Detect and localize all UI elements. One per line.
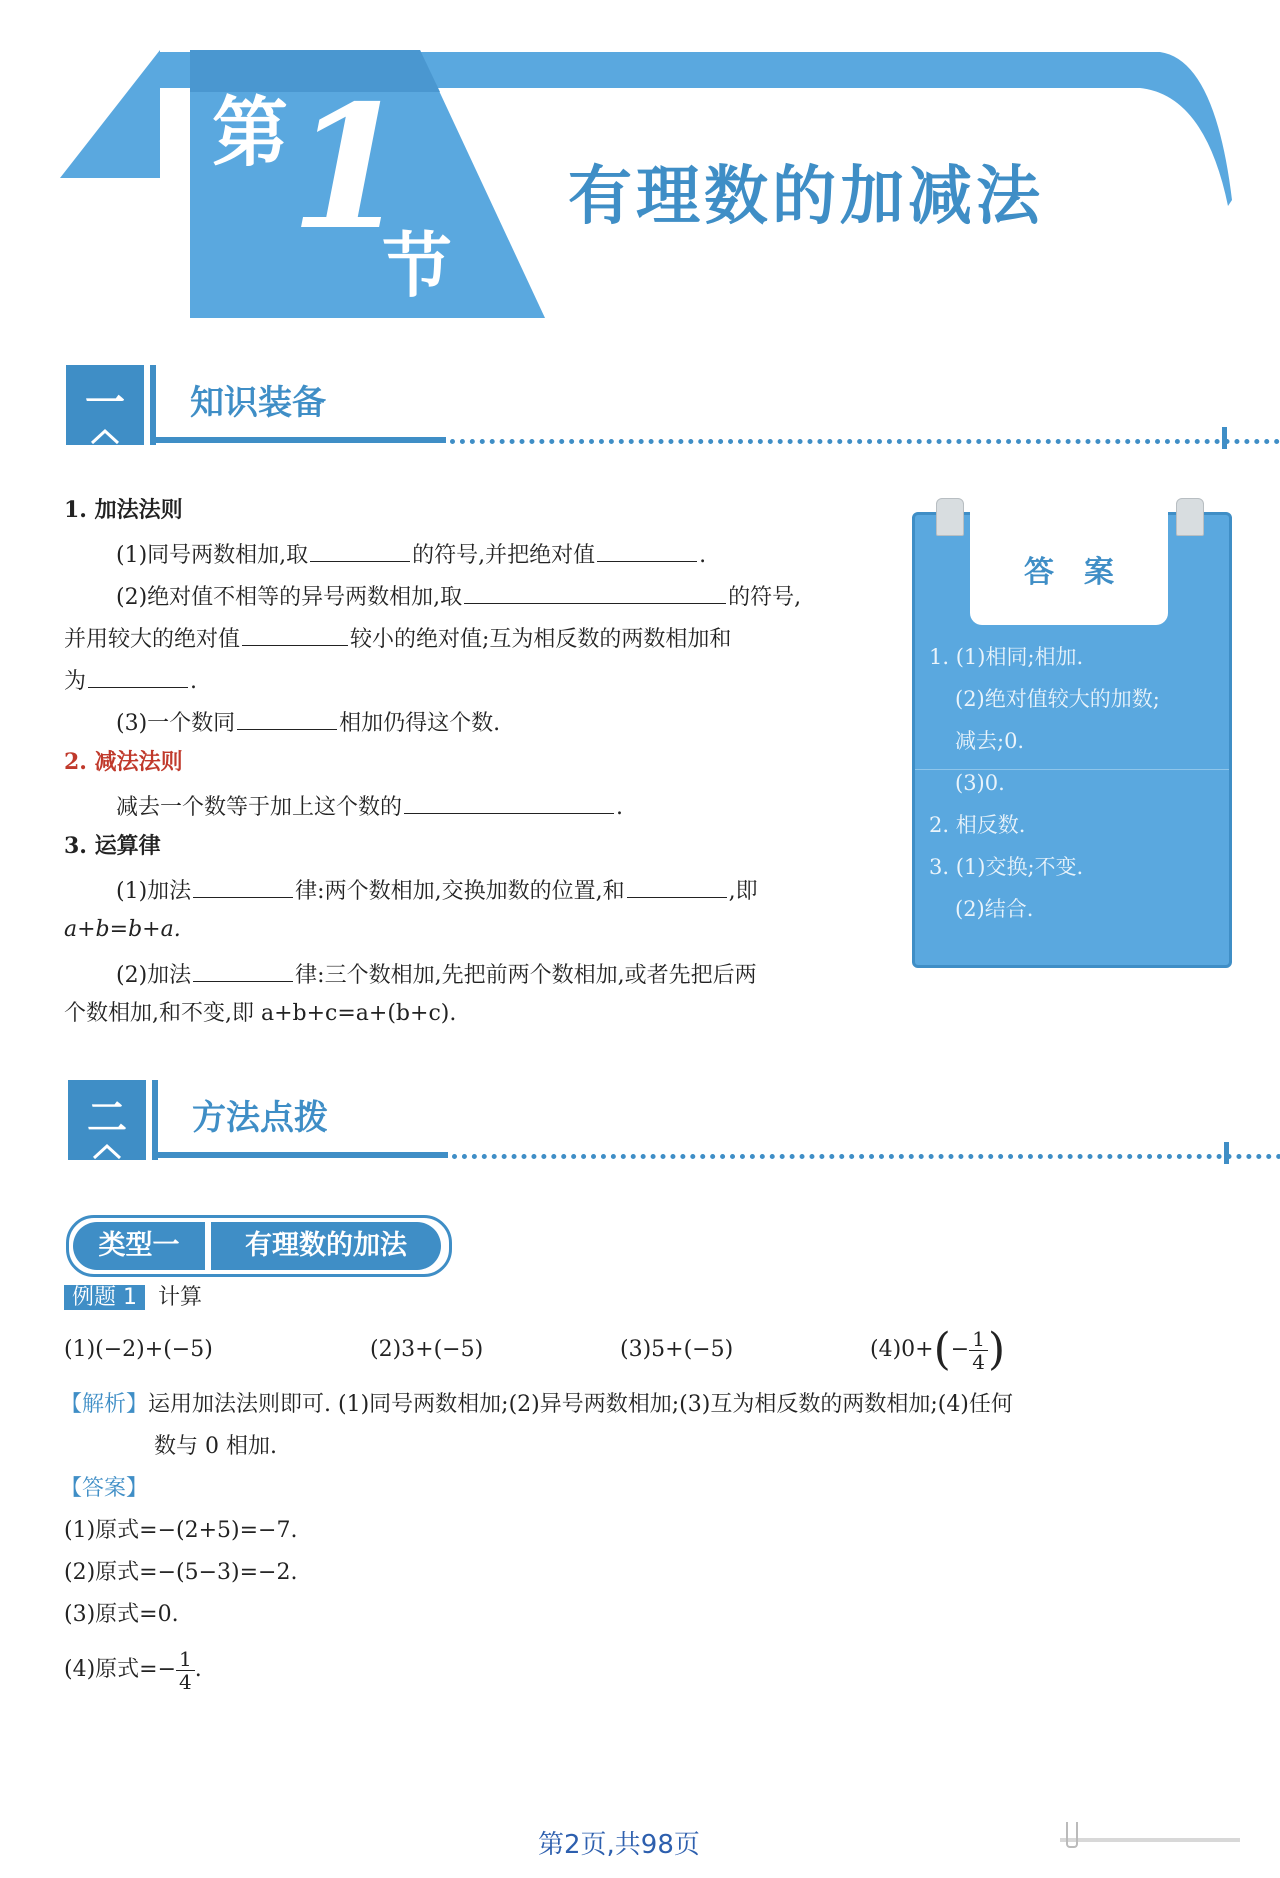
heading-subtraction-rule: 2. 减法法则 [64,749,183,775]
scroll-indicator [1060,1838,1240,1842]
clip-icon [1176,498,1204,536]
answer-4 [64,1640,202,1700]
line-text: 律:两个数相加,交换加数的位置,和 [295,879,625,904]
line-text: (1)加法 [116,879,192,904]
section-end-bar [1224,1142,1229,1164]
blank [237,705,337,730]
answer-2: (2)原式=−(5−3)=−2. [64,1560,298,1585]
line-text: (2)加法 [116,963,192,988]
answer-line: (2)绝对值较大的加数; [955,687,1160,711]
answer-line: 2. 相反数. [929,813,1026,837]
line-text: ,即 [728,879,758,904]
knowledge-line-9 [116,957,757,991]
answer-line: 1. (1)相同;相加. [929,645,1084,669]
line-text: 并用较大的绝对值 [64,627,241,652]
section-number-box [68,1080,146,1160]
knowledge-line-2 [116,579,801,613]
type-badge-right: 有理数的加法 [211,1222,441,1270]
blank [627,873,727,898]
line-text: 相加仍得这个数. [339,711,501,736]
type-badge [66,1215,452,1277]
clip-icon [936,498,964,536]
section-underline [152,1152,448,1158]
example-tag: 例题 1 [64,1285,145,1310]
blank [404,789,614,814]
paren-open: ( [933,1324,951,1375]
answer-line: 减去;0. [955,729,1025,753]
paren-close: ) [987,1324,1006,1375]
blank [242,621,348,646]
analysis-line-2: 数与 0 相加. [154,1434,277,1459]
line-text: . [616,795,624,820]
answer-card-title: 答 案 [1024,555,1114,590]
chapter-suffix: 节 [382,225,452,307]
section-end-bar [1222,427,1227,449]
line-text: . [699,543,707,568]
section-dotted-rule [450,439,1280,444]
chevron-up-icon [92,1142,122,1160]
blank [193,957,293,982]
section-divider [150,365,156,445]
line-text: 减去一个数等于加上这个数的 [116,795,403,820]
answer-line: (2)结合. [955,897,1034,921]
knowledge-line-5 [116,705,500,739]
heading-operation-laws: 3. 运算律 [64,833,161,859]
example-problem-4 [870,1320,1005,1380]
line-text: 的符号, [728,585,802,610]
example-problem-2: (2)3+(−5) [370,1337,484,1362]
answer-line: (3)0. [955,771,1005,795]
chapter-prefix: 第 [212,88,288,177]
example-problem-3: (3)5+(−5) [620,1337,734,1362]
section-header-knowledge [66,365,1226,455]
knowledge-line-6 [116,789,623,823]
knowledge-line-1 [116,537,706,571]
blank [310,537,410,562]
fraction [176,1648,195,1693]
section-label: 方法点拨 [192,1098,328,1138]
line-text: 较小的绝对值;互为相反数的两数相加和 [350,627,732,652]
fraction-numerator: 1 [176,1648,195,1671]
section-header-methods [68,1080,1228,1170]
line-text: (1)同号两数相加,取 [116,543,309,568]
line-text: . [194,1657,202,1682]
fraction-denominator: 4 [179,1669,192,1694]
section-underline [150,437,446,443]
section-number: 二 [87,1095,127,1141]
analysis-line-1 [60,1390,1013,1420]
knowledge-line-4 [64,663,197,697]
chevron-up-icon [90,427,120,445]
line-text: (4)0+ [870,1337,934,1362]
analysis-tag: 【解析】 [60,1392,149,1417]
blank [464,579,726,604]
banner-left-wedge [60,50,160,178]
example-problem-1: (1)(−2)+(−5) [64,1337,213,1362]
blank [597,537,697,562]
answer-card-tab [970,505,1168,625]
knowledge-line-8: a+b=b+a. [64,917,181,942]
analysis-text: 运用加法法则即可. (1)同号两数相加;(2)异号两数相加;(3)互为相反数的两数相加;(4)任何 [148,1392,1013,1417]
line-text: (2)绝对值不相等的异号两数相加,取 [116,585,463,610]
page-counter: 第2页,共98页 [538,1830,700,1860]
answer-tag: 【答案】 [60,1476,149,1501]
answer-3: (3)原式=0. [64,1602,179,1627]
page-title: 有理数的加减法 [568,160,1044,234]
fraction [969,1328,988,1373]
chapter-number: 1 [290,68,409,268]
fraction-denominator: 4 [972,1349,985,1374]
blank [88,663,188,688]
line-text: 的符号,并把绝对值 [412,543,596,568]
section-number-box [66,365,144,445]
example-heading [64,1283,202,1313]
knowledge-line-10: 个数相加,和不变,即 a+b+c=a+(b+c). [64,1001,457,1026]
answer-1: (1)原式=−(2+5)=−7. [64,1518,298,1543]
section-dotted-rule [452,1154,1280,1159]
type-badge-left: 类型一 [73,1222,205,1270]
line-text: (3)一个数同 [116,711,236,736]
section-label: 知识装备 [190,383,326,423]
section-number: 一 [85,380,125,426]
line-text: . [190,669,198,694]
line-text: 为 [64,669,87,694]
knowledge-line-3 [64,621,731,655]
fraction-numerator: 1 [969,1328,988,1351]
knowledge-line-7 [116,873,758,907]
minus-sign: − [950,1337,970,1362]
heading-addition-rule: 1. 加法法则 [64,497,183,523]
answer-line: 3. (1)交换;不变. [929,855,1084,879]
scroll-indicator-mark [1066,1822,1078,1848]
blank [193,873,293,898]
line-text: (4)原式=− [64,1657,177,1682]
answer-lines [929,643,1225,963]
example-prompt: 计算 [158,1285,203,1310]
line-text: 律:三个数相加,先把前两个数相加,或者先把后两 [295,963,757,988]
section-divider [152,1080,158,1160]
